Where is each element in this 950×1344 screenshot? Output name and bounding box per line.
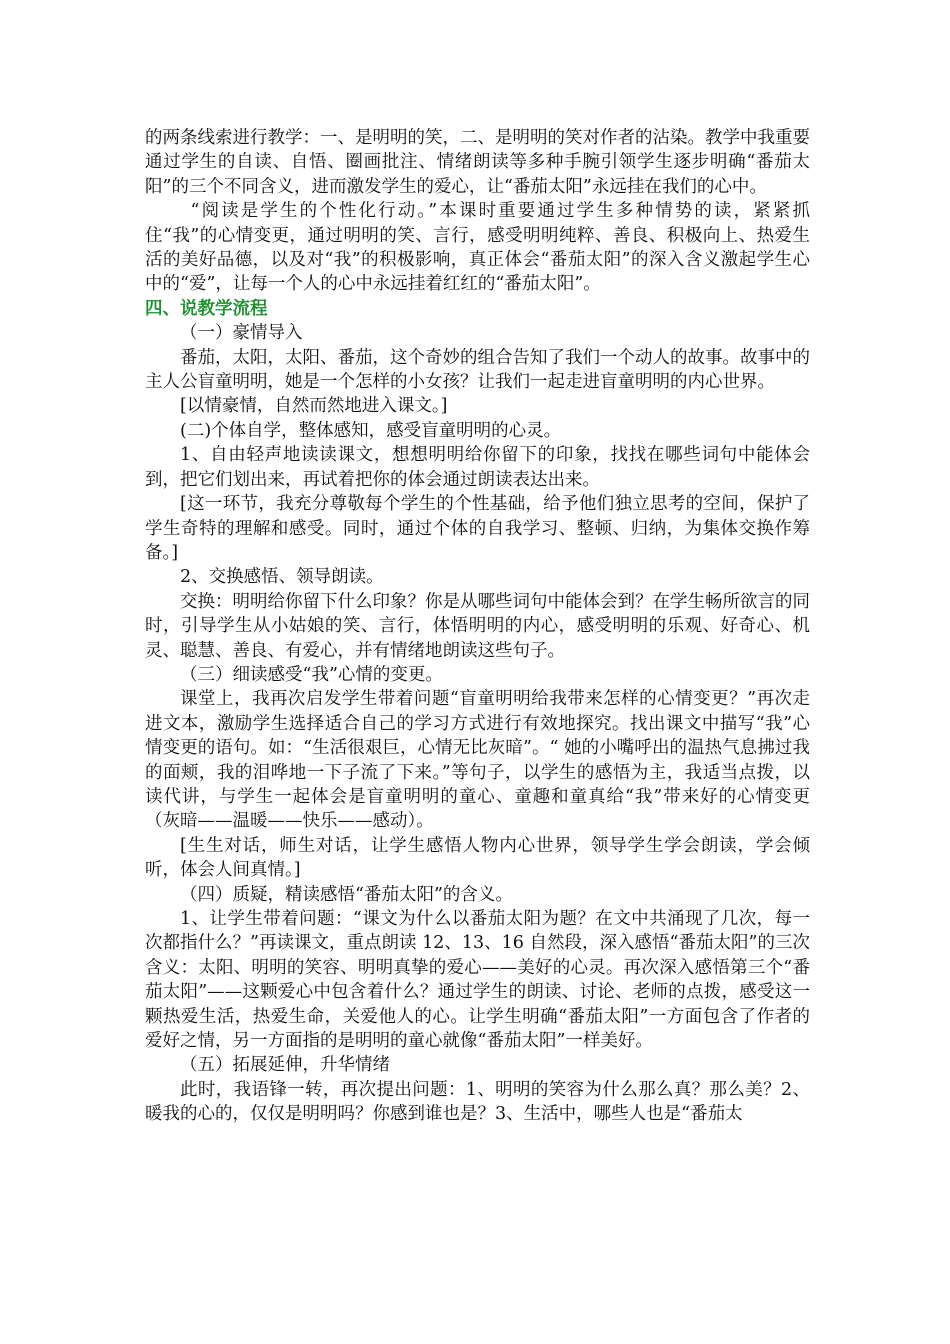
subsection-title: （五）拓展延伸，升华情绪	[180, 1055, 390, 1076]
section-heading: 四、说教学流程	[145, 298, 268, 319]
subsection-title: （一）豪情导入	[180, 323, 303, 344]
paragraph: 2、交换感悟、领导朗读。	[180, 567, 384, 588]
subsection-title: (二)个体自学，整体感知，感受盲童明明的心灵。	[180, 420, 562, 441]
subsection-title: （四）质疑，精读感悟“番茄太阳”的含义。	[180, 884, 513, 905]
document-page	[145, 126, 810, 1127]
paragraph: “阅读是学生的个性化行动。”本课时重要通过学生多种情势的读，紧紧抓住“我”的心情变更，通过明明的笑、言行，感受明明纯粹、善良、积极向上、热爱生活的美好品德，以及对“我”的积极影响，真正体会“番茄太阳”的深入含义激起学生心中的“爱”，让每一个人的心中永远挂着红红的“番茄太阳”。	[145, 201, 810, 295]
subsection-title: （三）细读感受“我”心情的变更。	[180, 664, 443, 685]
paragraph: 番茄，太阳，太阳、番茄，这个奇妙的组合告知了我们一个动人的故事。故事中的主人公盲童明明，她是一个怎样的小女孩？让我们一起走进盲童明明的内心世界。	[145, 347, 810, 393]
paragraph: 交换：明明给你留下什么印象？你是从哪些词句中能体会到？在学生畅所欲言的同时，引导学生从小姑娘的笑、言行，体悟明明的内心，感受明明的乐观、好奇心、机灵、聪慧、善良、有爱心，并有情绪地朗读这些句子。	[145, 591, 810, 661]
annotation-note: [以情豪情，自然而然地进入课文。]	[180, 396, 448, 417]
paragraph: 1、让学生带着问题：“课文为什么以番茄太阳为题？在文中共涌现了几次，每一次都指什么？”再读课文，重点朗读 12、13、16 自然段，深入感悟“番茄太阳”的三次含义：太阳、明明的笑容、明明真挚的爱心——美好的心灵。再次深入感悟第三个“番茄太阳”——这颗爱心中包含着什么？通过学生的朗读、讨论、老师的点拨，感受这一颗热爱生活，热爱生命，关爱他人的心。让学生明确“番茄太阳”一方面包含了作者的爱好之情，另一方面指的是明明的童心就像“番茄太阳”一样美好。	[145, 909, 810, 1052]
annotation-note: [生生对话，师生对话，让学生感悟人物内心世界，领导学生学会朗读，学会倾听，体会人间真情。]	[145, 835, 810, 881]
paragraph: 的两条线索进行教学：一、是明明的笑，二、是明明的笑对作者的沾染。教学中我重要通过学生的自读、自悟、圈画批注、情绪朗读等多种手腕引领学生逐步明确“番茄太阳”的三个不同含义，进而激发学生的爱心，让“番茄太阳”永远挂在我们的心中。	[145, 128, 810, 197]
paragraph: 课堂上，我再次启发学生带着问题“盲童明明给我带来怎样的心情变更？”再次走进文本，激励学生选择适合自己的学习方式进行有效地探究。找出课文中描写“我”心情变更的语句。如：“生活很艰巨，心情无比灰暗”。“ 她的小嘴呼出的温热气息拂过我的面颊，我的泪哗地一下子流了下来。”等句子，以学生的感悟为主，我适当点拨，以读代讲，与学生一起体会是盲童明明的童心、童趣和童真给“我”带来好的心情变更（灰暗——温暖——快乐——感动）。	[145, 689, 810, 832]
paragraph: 1、自由轻声地读读课文，想想明明给你留下的印象，找找在哪些词句中能体会到，把它们划出来，再试着把你的体会通过朗读表达出来。	[145, 445, 810, 490]
paragraph: 此时，我语锋一转，再次提出问题：1、明明的笑容为什么那么真？那么美？2、暖我的心的，仅仅是明明吗？你感到谁也是？3、生活中，哪些人也是“番茄太	[145, 1079, 810, 1125]
annotation-note: [这一环节，我充分尊敬每个学生的个性基础，给予他们独立思考的空间，保护了学生奇特的理解和感受。同时，通过个体的自我学习、整顿、归纳，为集体交换作筹备。]	[145, 494, 810, 563]
